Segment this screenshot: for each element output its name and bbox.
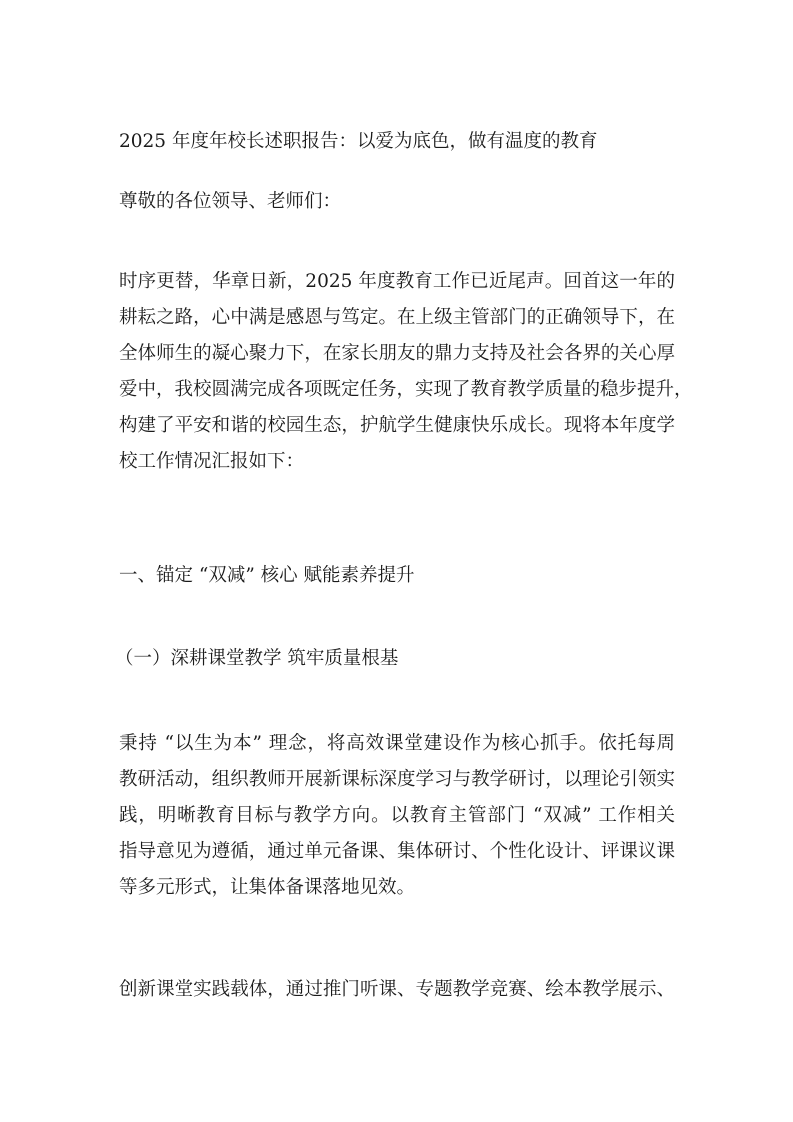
text-line: 指导意见为遵循，通过单元备课、集体研讨、个性化设计、评课议课 [119,841,675,862]
subsection-heading-1: （一）深耕课堂教学 筑牢质量根基 [115,648,399,669]
text-line: 时序更替，华章日新，2025 年度教育工作已近尾声。回首这一年的 [119,271,675,292]
text-line: 爱中，我校圆满完成各项既定任务，实现了教育教学质量的稳步提升， [119,379,693,400]
text-line: 构建了平安和谐的校园生态，护航学生健康快乐成长。现将本年度学 [119,415,675,436]
text-line: 秉持 “以生为本” 理念，将高效课堂建设作为核心抓手。依托每周 [119,733,675,754]
text-line: 全体师生的凝心聚力下，在家长朋友的鼎力支持及社会各界的关心厚 [119,343,675,364]
paragraph-1 [119,726,675,906]
paragraph-2 [119,972,675,1008]
salutation: 尊敬的各位领导、老师们： [119,191,342,212]
text-line: 耕耘之路，心中满是感恩与笃定。在上级主管部门的正确领导下，在 [119,307,675,328]
text-line: 教研活动，组织教师开展新课标深度学习与教学研讨，以理论引领实 [119,769,675,790]
text-line: 践，明晰教育目标与教学方向。以教育主管部门 “双减” 工作相关 [119,805,675,826]
text-line: 创新课堂实践载体，通过推门听课、专题教学竞赛、绘本教学展示、 [119,979,675,1000]
document-title: 2025 年度年校长述职报告：以爱为底色，做有温度的教育 [119,131,598,152]
section-heading-1: 一、锚定 “双减” 核心 赋能素养提升 [119,565,415,586]
text-line: 校工作情况汇报如下： [119,451,305,472]
text-line: 等多元形式，让集体备课落地见效。 [119,877,416,898]
intro-paragraph [119,264,693,480]
